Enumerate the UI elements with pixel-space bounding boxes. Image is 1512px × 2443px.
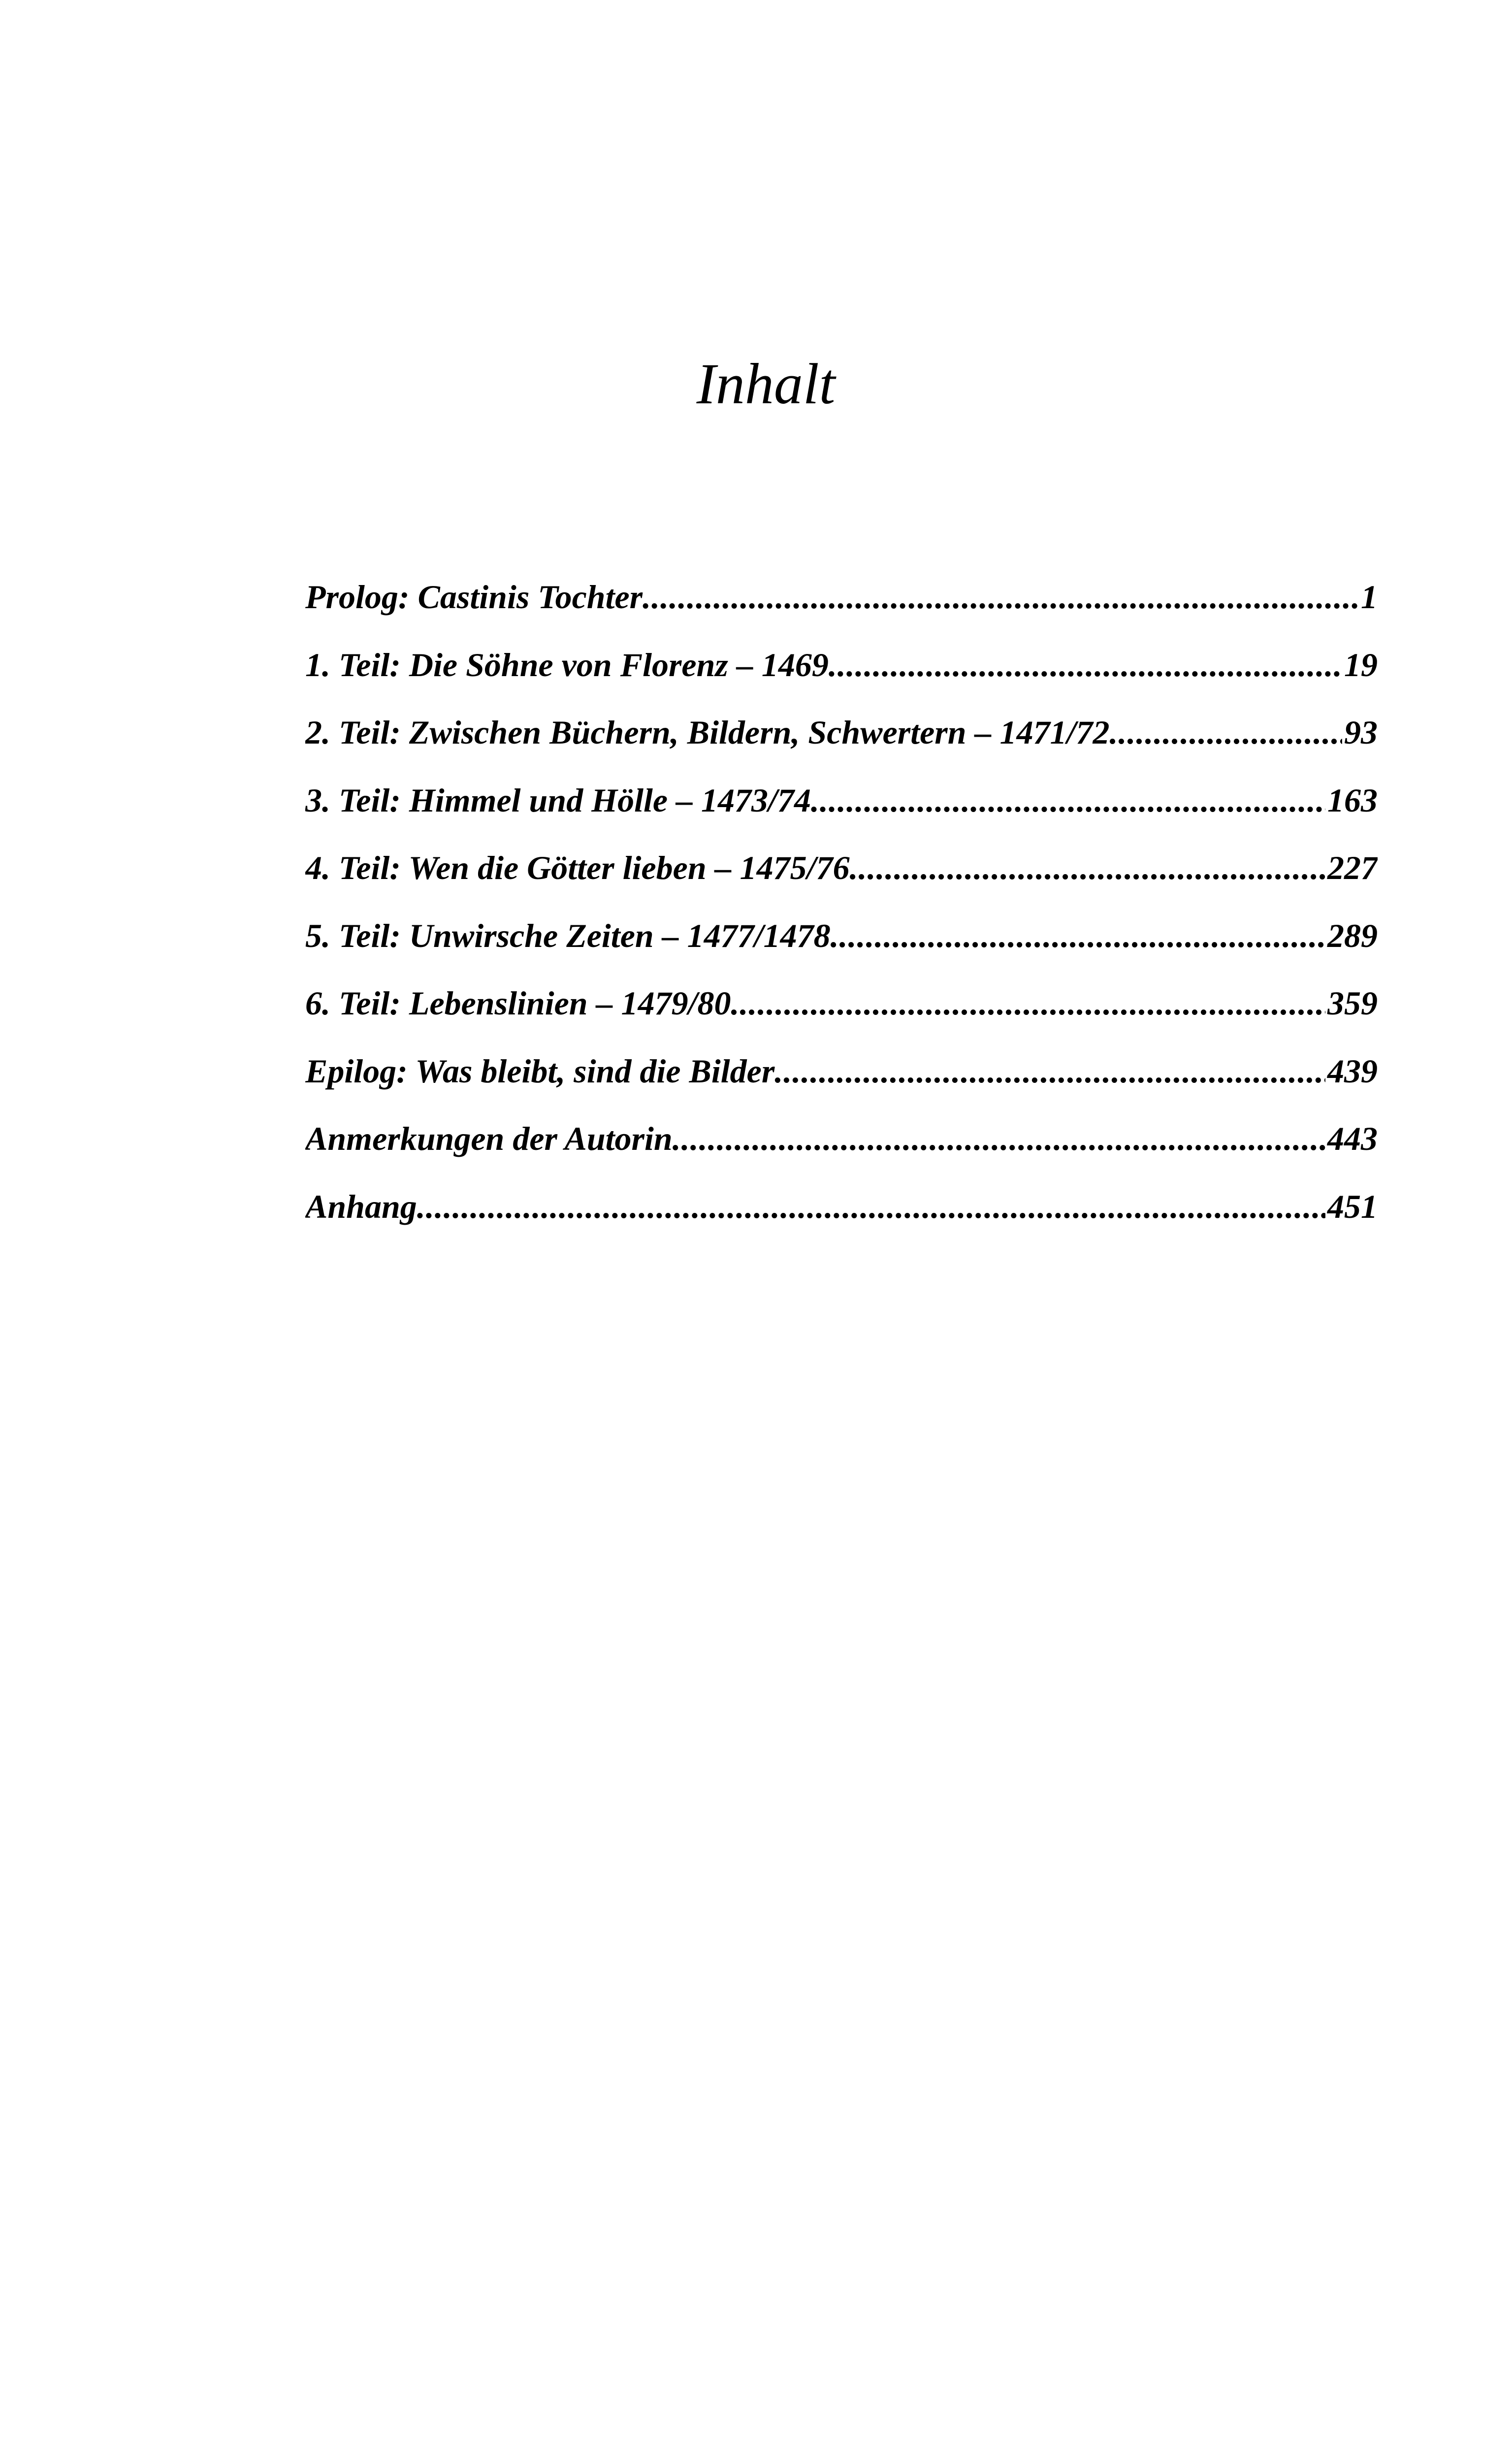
toc-entry-epilog (305, 1051, 1378, 1119)
toc-entry-teil-6 (305, 983, 1378, 1051)
toc-entry-page: 1 (1361, 578, 1378, 616)
toc-entry-label: 3. Teil: Himmel und Hölle – 1473/74 (305, 781, 811, 819)
toc-dot-leader (774, 1051, 1325, 1091)
toc-entry-page: 359 (1327, 984, 1378, 1022)
toc-entry-label: 6. Teil: Lebenslinien – 1479/80 (305, 984, 731, 1022)
toc-dot-leader (1109, 713, 1342, 752)
toc-entry-page: 439 (1327, 1052, 1378, 1090)
toc-entry-teil-2 (305, 713, 1378, 781)
toc-entry-label: Epilog: Was bleibt, sind die Bilder (305, 1052, 775, 1090)
toc-entry-label: 2. Teil: Zwischen Büchern, Bildern, Schwertern – 1471/72 (305, 714, 1110, 751)
toc-dot-leader (829, 645, 1342, 684)
toc-entry-page: 19 (1344, 646, 1378, 684)
toc-entry-label: 5. Teil: Unwirsche Zeiten – 1477/1478 (305, 916, 831, 954)
toc-entry-label: 4. Teil: Wen die Götter lieben – 1475/76 (305, 849, 850, 886)
toc-dot-leader (673, 1119, 1325, 1158)
toc-dot-leader (831, 916, 1325, 955)
toc-entry-prolog (305, 577, 1378, 645)
toc-entry-page: 227 (1327, 849, 1378, 886)
toc-dot-leader (811, 781, 1325, 820)
toc-entry-label: Anhang (305, 1187, 417, 1225)
page-title: Inhalt (696, 352, 836, 416)
toc-dot-leader (731, 983, 1325, 1023)
toc-entry-teil-1 (305, 645, 1378, 713)
toc-entry-label: 1. Teil: Die Söhne von Florenz – 1469 (305, 646, 829, 684)
toc-entry-page: 163 (1327, 781, 1378, 819)
toc-entry-label: Anmerkungen der Autorin (305, 1120, 673, 1157)
toc-entry-anhang (305, 1187, 1378, 1255)
toc-entry-page: 451 (1327, 1187, 1378, 1225)
toc-entry-label: Prolog: Castinis Tochter (305, 578, 643, 616)
toc-entry-page: 93 (1344, 714, 1378, 751)
toc-entry-teil-4 (305, 848, 1378, 916)
table-of-contents (305, 577, 1378, 1254)
toc-entry-teil-3 (305, 781, 1378, 848)
toc-entry-teil-5 (305, 916, 1378, 984)
toc-dot-leader (417, 1187, 1325, 1226)
toc-dot-leader (850, 848, 1325, 887)
toc-entry-anmerkungen (305, 1119, 1378, 1187)
toc-entry-page: 443 (1327, 1120, 1378, 1157)
toc-entry-page: 289 (1327, 916, 1378, 954)
toc-dot-leader (643, 577, 1359, 617)
